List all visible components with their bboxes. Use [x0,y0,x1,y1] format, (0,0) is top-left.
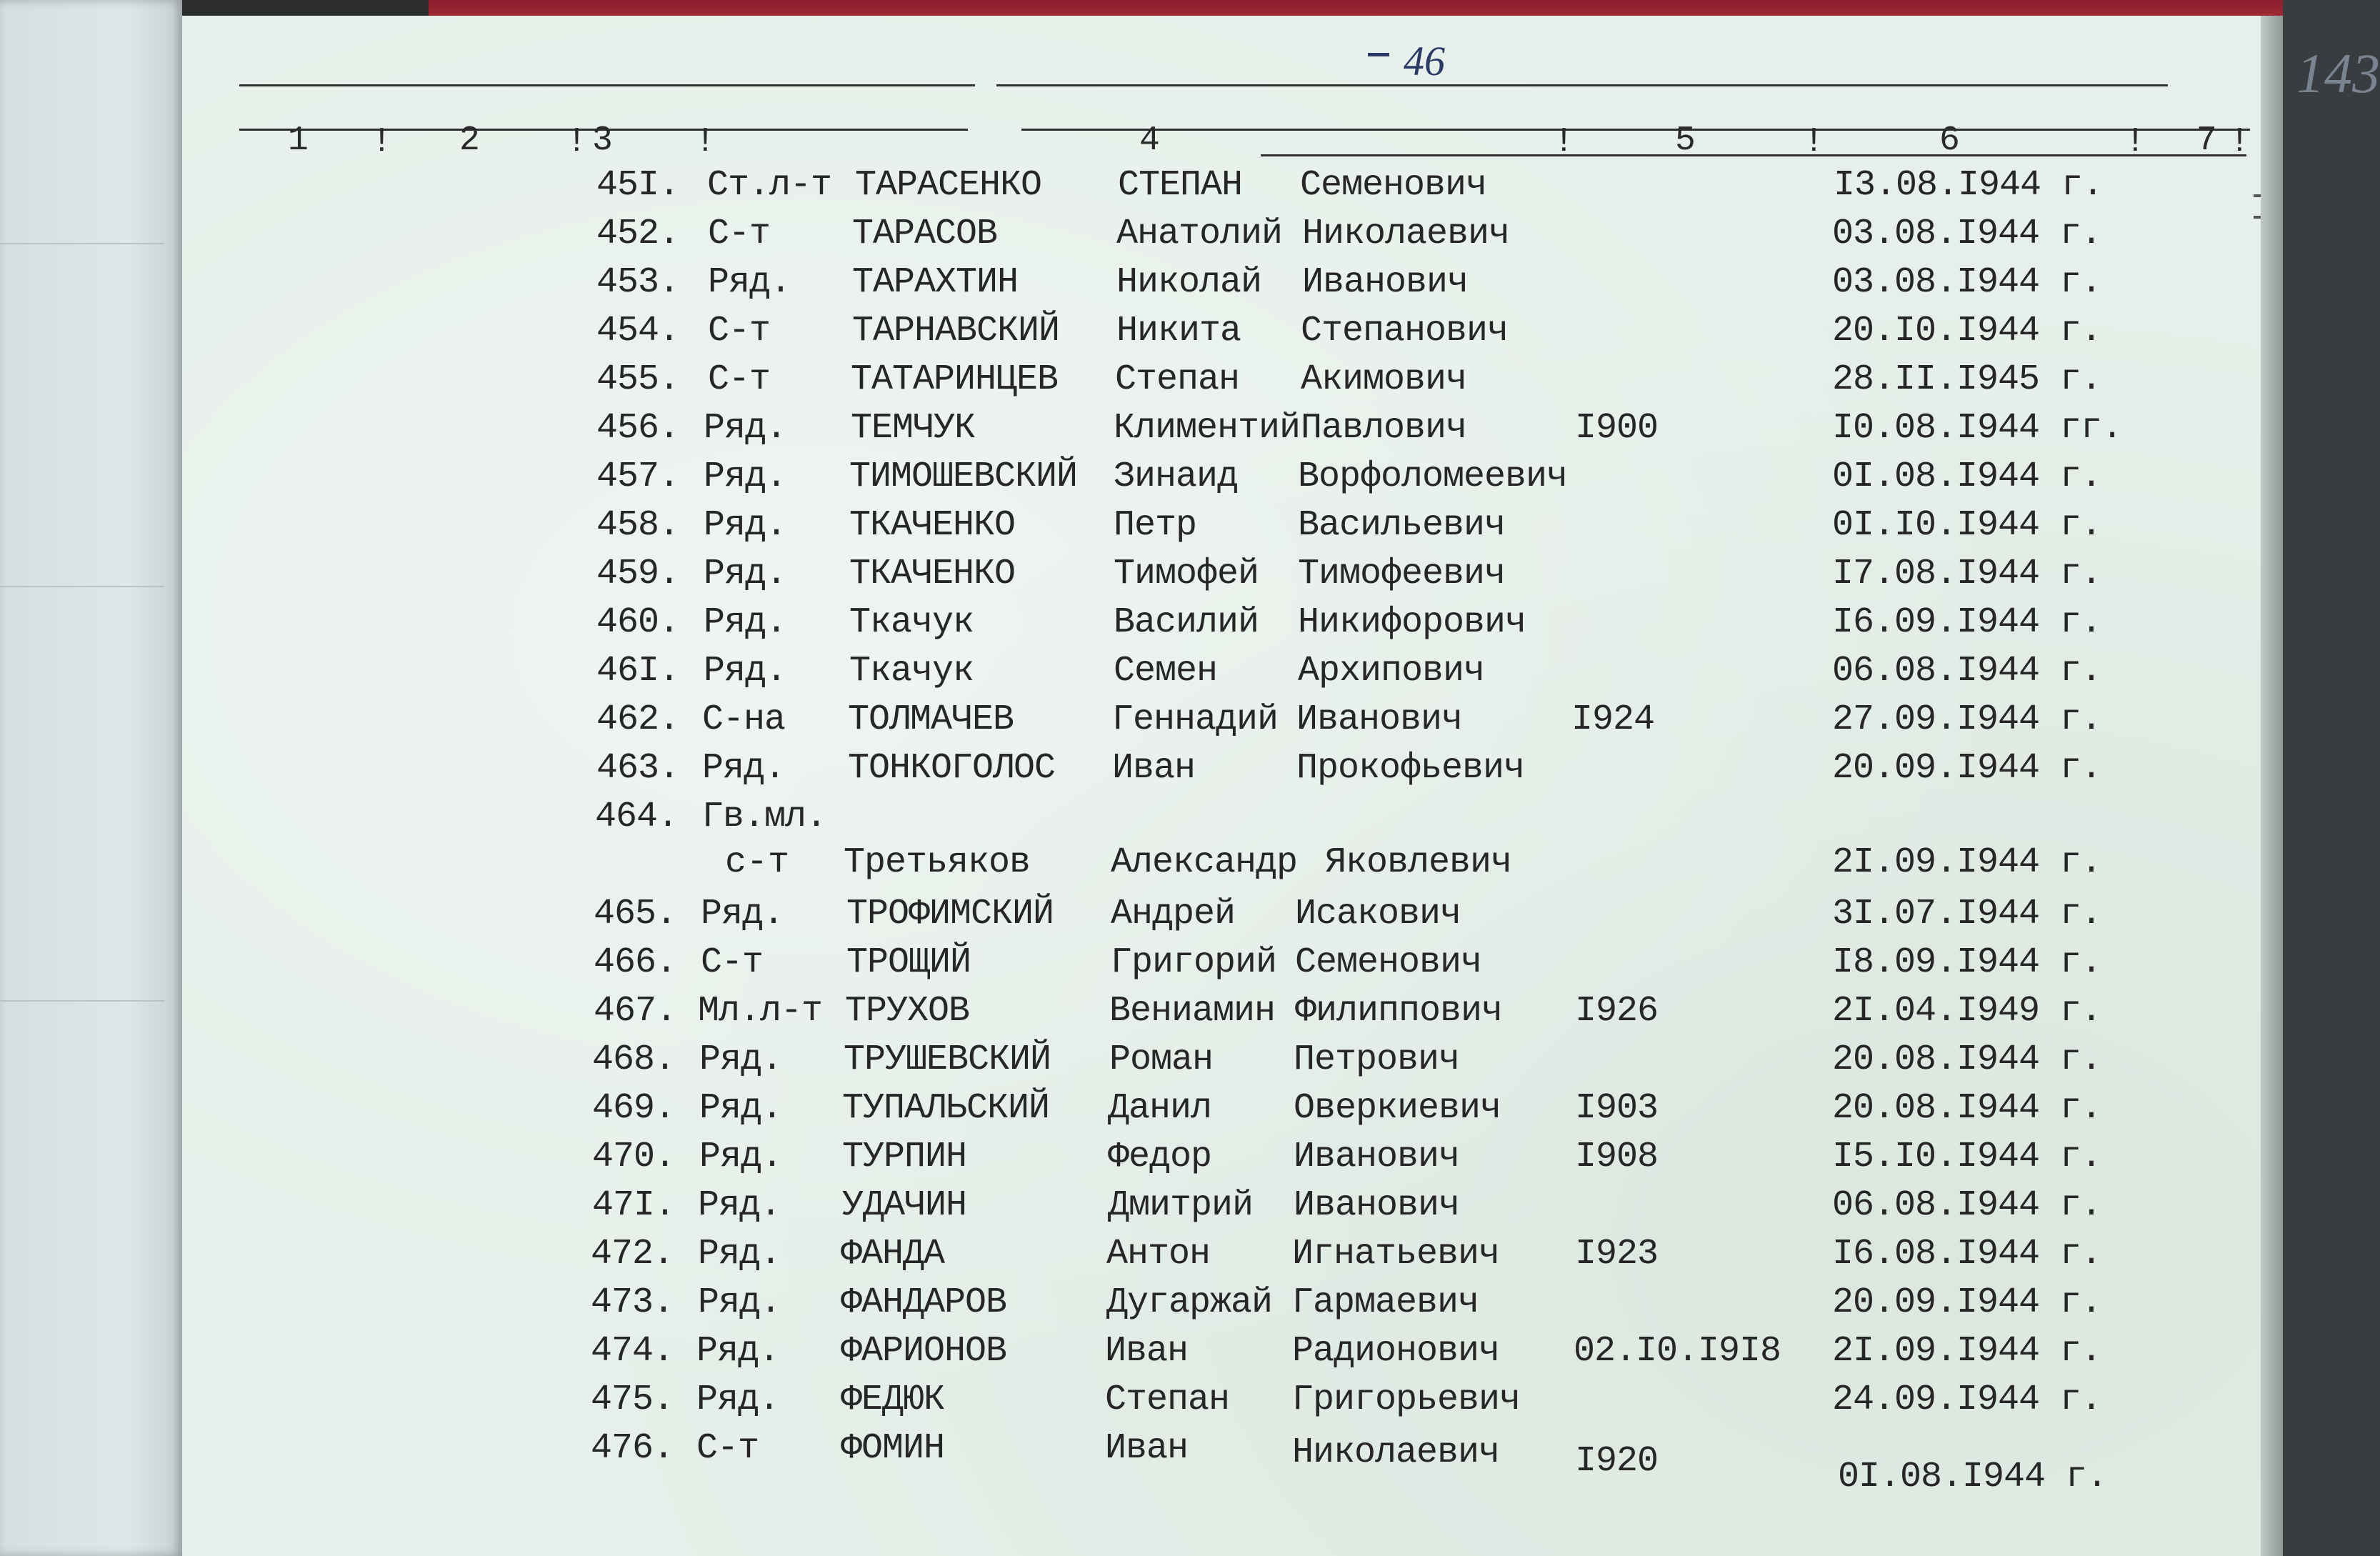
date: 03.08.I944 г. [1832,262,2102,303]
surname: ТРОФИМСКИЙ [846,894,1054,934]
rank: С-т [708,311,771,351]
table-row [182,1134,2261,1180]
table-row [182,892,2261,937]
table-row [182,940,2261,986]
first-name: Николай [1116,262,1262,303]
first-name: Роман [1109,1039,1214,1080]
rank: С-т [708,359,771,400]
row-number: 453. [596,262,680,303]
surname: ФОМИН [841,1428,945,1469]
row-number: 475. [591,1380,674,1420]
column-header-4: 4 [1139,121,1160,160]
date: I7.08.I944 г. [1832,554,2102,594]
first-name: Иван [1105,1428,1189,1469]
first-name: Никита [1116,311,1241,351]
row-number: 466. [594,942,677,983]
row-number: 468. [592,1039,676,1080]
first-name: Вениамин [1109,991,1276,1032]
page-ruling [0,586,164,587]
table-row [182,1426,2261,1505]
date: 20.09.I944 г. [1832,748,2102,789]
surname: Ткачук [849,602,974,643]
rank: С-т [696,1428,759,1469]
first-name: Григорий [1111,942,1277,983]
date: 27.09.I944 г. [1832,699,2102,740]
row-number: 465. [594,894,677,934]
row-number: 459. [596,554,680,594]
date: 24.09.I944 г. [1832,1380,2102,1420]
date: I5.I0.I944 г. [1832,1137,2102,1177]
rank: Гв.мл. [702,797,827,837]
table-row [182,1086,2261,1132]
surname: ФЕДЮК [841,1380,945,1420]
register-page [182,16,2380,1556]
page-ruling [0,1000,164,1002]
date: 0I.08.I944 г. [1838,1457,2108,1497]
page-ruling [0,243,164,244]
archive-page-number: 143 [2296,42,2380,104]
patronymic: Семенович [1295,942,1482,983]
date: I8.09.I944 г. [1832,942,2102,983]
row-number: 458. [596,505,680,546]
row-number: 467. [594,991,677,1032]
first-name: Антон [1106,1234,1211,1275]
rank: Ряд. [704,408,787,449]
surname: ТИМОШЕВСКИЙ [849,457,1078,497]
first-name: Дмитрий [1108,1185,1254,1226]
patronymic: Иванович [1302,262,1469,303]
rank: С-т [701,942,764,983]
column-separator: ! [371,123,392,161]
date: I0.08.I944 гг. [1832,408,2123,449]
date: 0I.08.I944 г. [1832,457,2102,497]
surname: ТАРНАВСКИЙ [852,311,1060,351]
surname: ТОНКОГОЛОС [848,748,1056,789]
patronymic: Филиппович [1295,991,1503,1032]
first-name: Василий [1114,602,1259,643]
page-number: 46 [1404,38,1445,84]
column-separator: ! [566,123,587,161]
table-row [182,649,2261,694]
column-separator: ! [695,123,716,161]
row-number: 457. [596,457,680,497]
column-separator: ! [2125,123,2146,161]
surname: ТУПАЛЬСКИЙ [842,1088,1050,1129]
page-edge [2261,16,2283,1556]
patronymic: Гармаевич [1292,1282,1479,1323]
page-number-dash [1368,53,1389,56]
patronymic: Иванович [1294,1137,1460,1177]
birth-year: I923 [1575,1234,1659,1275]
table-row [182,309,2261,354]
row-number: 474. [591,1331,674,1372]
first-name: Семен [1114,651,1218,692]
table-row [182,1183,2261,1229]
surname: УДАЧИН [842,1185,967,1226]
patronymic: Степанович [1301,311,1509,351]
rank: Ряд. [699,1039,783,1080]
date: 20.I0.I944 г. [1832,311,2102,351]
row-number: 472. [591,1234,674,1275]
table-row [182,1037,2261,1083]
table-row [182,260,2261,306]
header-rule-top [239,84,975,86]
first-name: Иван [1105,1331,1189,1372]
patronymic: Исакович [1295,894,1461,934]
header-rule-columns [1021,129,2250,131]
first-name: Дугаржай [1106,1282,1273,1323]
header-rule-bottom [1261,154,2246,156]
birth-year: I908 [1575,1137,1659,1177]
patronymic: Николаевич [1302,214,1510,254]
patronymic: Оверкиевич [1294,1088,1501,1129]
date: 2I.09.I944 г. [1832,1331,2102,1372]
patronymic: Архипович [1298,651,1485,692]
rank: Ряд. [704,651,787,692]
date: 06.08.I944 г. [1832,651,2102,692]
row-number: 456. [596,408,680,449]
rank: Ряд. [701,894,784,934]
first-name: Геннадий [1112,699,1279,740]
surname: ТАРАХТИН [852,262,1019,303]
date: 03.08.I944 г. [1832,214,2102,254]
table-row [182,503,2261,549]
table-row [182,1280,2261,1326]
rank: Ряд. [704,505,787,546]
rank: Ряд. [704,457,787,497]
first-name: Александр [1111,842,1298,883]
surname: ТРУХОВ [845,991,970,1032]
surname: ТРУШЕВСКИЙ [844,1039,1051,1080]
table-row [182,1329,2261,1375]
header-rule-top [996,84,2168,86]
table-row [182,1232,2261,1277]
patronymic: Иванович [1296,699,1463,740]
row-number: 47I. [592,1185,676,1226]
surname: Ткачук [849,651,974,692]
rank: С-т [708,214,771,254]
birth-year: I903 [1575,1088,1659,1129]
table-row [182,989,2261,1034]
row-number: 46I. [596,651,680,692]
row-number: 464. [595,797,679,837]
date: 20.08.I944 г. [1832,1039,2102,1080]
row-number: 462. [596,699,680,740]
patronymic: Акимович [1301,359,1467,400]
surname: ТАРАСОВ [852,214,998,254]
column-header-6: 6 [1939,121,1960,160]
row-number: 469. [592,1088,676,1129]
patronymic: Ворфоломеевич [1298,457,1568,497]
table-row [182,794,2261,886]
first-name: Анатолий [1116,214,1283,254]
rank: Ряд. [696,1331,780,1372]
patronymic: Григорьевич [1292,1380,1521,1420]
rank: Ряд. [696,1380,780,1420]
first-name: Иван [1112,748,1196,789]
patronymic: Павлович [1301,408,1467,449]
birth-year: I924 [1571,699,1655,740]
first-name: Петр [1114,505,1197,546]
row-number: 452. [596,214,680,254]
row-number: 45I. [596,165,680,206]
row-number: 463. [596,748,680,789]
surname: Третьяков [844,842,1031,883]
birth-year: I920 [1575,1441,1659,1482]
table-row [182,357,2261,403]
first-name: Степан [1115,359,1240,400]
column-header-2: 2 [459,121,480,160]
rank: Ряд. [708,262,791,303]
table-row [182,406,2261,452]
birth-year: I900 [1575,408,1659,449]
surname: ФАРИОНОВ [841,1331,1007,1372]
column-header-5: 5 [1675,121,1696,160]
rank: Ряд. [699,1088,783,1129]
patronymic: Николаевич [1292,1432,1500,1473]
rank: Ряд. [698,1185,781,1226]
first-name: Андрей [1111,894,1236,934]
column-separator: ! [1554,123,1574,161]
table-row [182,211,2261,257]
first-name: Тимофей [1114,554,1259,594]
first-name: Зинаид [1114,457,1239,497]
birth-year: 02.I0.I9I8 [1574,1331,1781,1372]
date: 20.08.I944 г. [1832,1088,2102,1129]
first-name: СТЕПАН [1118,165,1243,206]
surname: ФАНДАРОВ [841,1282,1007,1323]
surname: ТЕМЧУК [851,408,976,449]
column-separator: ! [1804,123,1824,161]
patronymic: Никифорович [1298,602,1526,643]
rank-continued: с-т [725,842,790,883]
row-number: 455. [596,359,680,400]
patronymic: Игнатьевич [1292,1234,1500,1275]
rank: Ряд. [704,554,787,594]
date: 06.08.I944 г. [1832,1185,2102,1226]
date: 2I.09.I944 г. [1832,842,2102,883]
table-row [182,600,2261,646]
surname: ФАНДА [841,1234,945,1275]
date: 20.09.I944 г. [1832,1282,2102,1323]
rank: Ряд. [698,1282,781,1323]
table-row [182,1377,2261,1423]
patronymic: Иванович [1294,1185,1460,1226]
surname: ТУРПИН [842,1137,967,1177]
first-name: Данил [1108,1088,1212,1129]
column-header-7: 7 [2196,121,2217,160]
column-header-3: 3 [592,121,613,160]
patronymic: Семенович [1300,165,1487,206]
surname: ТКАЧЕНКО [849,505,1016,546]
row-number: 470. [592,1137,676,1177]
rank: Ряд. [704,602,787,643]
rank: С-на [702,699,786,740]
row-number: 454. [596,311,680,351]
patronymic: Прокофьевич [1296,748,1525,789]
birth-year: I926 [1575,991,1659,1032]
date: 2I.04.I949 г. [1832,991,2102,1032]
first-name: Федор [1108,1137,1212,1177]
column-header-1: 1 [288,121,309,160]
table-row [182,746,2261,792]
patronymic: Васильевич [1298,505,1506,546]
surname: ТКАЧЕНКО [849,554,1016,594]
row-number: 473. [591,1282,674,1323]
date: I6.08.I944 г. [1832,1234,2102,1275]
column-separator: ! [2229,123,2250,161]
surname: ТАРАСЕНКО [855,165,1042,206]
date: I6.09.I944 г. [1832,602,2102,643]
rank: Ст.л-т [707,165,832,206]
rank: Мл.л-т [698,991,823,1032]
date: 28.II.I945 г. [1832,359,2102,400]
patronymic: Радионович [1292,1331,1500,1372]
first-name: Климентий [1114,408,1301,449]
table-row [182,163,2261,209]
surname: ТРОЩИЙ [846,942,971,983]
table-row [182,454,2261,500]
rank: Ряд. [698,1234,781,1275]
date: I3.08.I944 г. [1834,165,2104,206]
surname: ТАТАРИНЦЕВ [851,359,1059,400]
date: 3I.07.I944 г. [1832,894,2102,934]
table-row [182,697,2261,743]
date: 0I.I0.I944 г. [1832,505,2102,546]
patronymic: Яковлевич [1325,842,1512,883]
row-number: 460. [596,602,680,643]
table-row [182,552,2261,597]
patronymic: Тимофеевич [1298,554,1506,594]
rank: Ряд. [702,748,786,789]
first-name: Степан [1105,1380,1230,1420]
rank: Ряд. [699,1137,783,1177]
left-facing-page [0,0,182,1556]
row-number: 476. [591,1428,674,1469]
patronymic: Петрович [1294,1039,1460,1080]
surname: ТОЛМАЧЕВ [848,699,1014,740]
